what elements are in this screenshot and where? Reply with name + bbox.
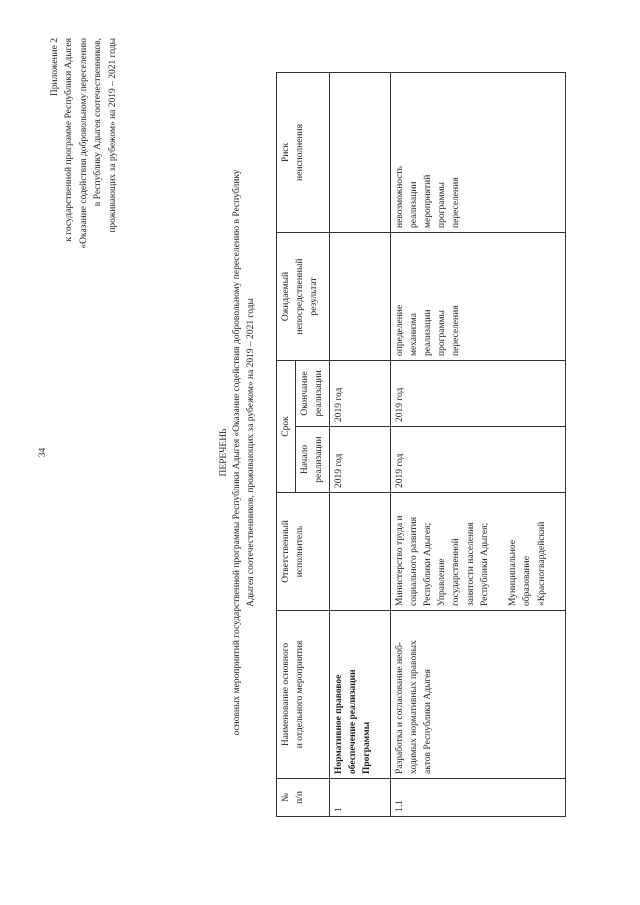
cell-num: 1: [329, 779, 390, 817]
title-line: основных мероприятий государственной программы Республики Адыгея «Оказание содействия добровольному переселению в Республику: [232, 169, 243, 736]
header-term-end: Окончание реализации: [296, 360, 329, 426]
table-row: [329, 72, 390, 816]
title-heading: ПЕРЕЧЕНЬ: [219, 428, 229, 477]
appendix-line: проживающих за рубежом» на 2019 – 2021 годы: [107, 38, 118, 233]
header-term-start: Начало реализации: [296, 427, 329, 493]
cell-start: 2019 год: [390, 427, 565, 493]
table-header-row: [277, 72, 296, 816]
cell-result: [329, 232, 390, 360]
appendix-line: к государственной программе Республики Адыгея: [64, 38, 75, 242]
cell-name: Разработка и согласование необ- ходимых нормативных правовых актов Республики Адыгея: [390, 611, 565, 779]
header-executor: Ответственный исполнитель: [277, 493, 330, 611]
table-row: [390, 72, 565, 816]
header-risk: Риск неисполнения: [277, 72, 330, 232]
appendix-line: в Республику Адыгея соотечественников,: [93, 38, 104, 207]
cell-risk: невозможность реализации мероприятий программы переселения: [390, 72, 565, 232]
title-line: Адыгея соотечественников, проживающих за рубежом» на 2019 – 2021 годы: [245, 298, 256, 607]
cell-start: 2019 год: [329, 427, 390, 493]
cell-executor: [329, 493, 390, 611]
measures-table: [276, 72, 566, 817]
header-name: Наименование основного и отдельного мероприятия: [277, 611, 330, 779]
cell-num: 1.1: [390, 779, 565, 817]
cell-end: 2019 год: [329, 360, 390, 426]
header-num: № п/п: [277, 779, 330, 817]
cell-name: Нормативное правовое обеспечение реализации Программы: [329, 611, 390, 779]
appendix-line: «Оказание содействия добровольному переселению: [78, 38, 89, 249]
cell-result: определение механизма реализации программы переселения: [390, 232, 565, 360]
header-term: Срок: [277, 360, 296, 492]
cell-risk: [329, 72, 390, 232]
header-result: Ожидаемый непосредственный результат: [277, 232, 330, 360]
document-title: [218, 0, 258, 905]
measures-table-wrapper: [276, 72, 566, 817]
appendix-header: [48, 38, 120, 398]
appendix-line: Приложение 2: [50, 38, 60, 97]
page-number: 34: [38, 447, 48, 458]
cell-executor: Министерство труда и социального развития Республики Адыгея; Управление государственной занятости населения Республики Адыгея; Муниципальное образование «Красногвардейский: [390, 493, 565, 611]
cell-end: 2019 год: [390, 360, 565, 426]
